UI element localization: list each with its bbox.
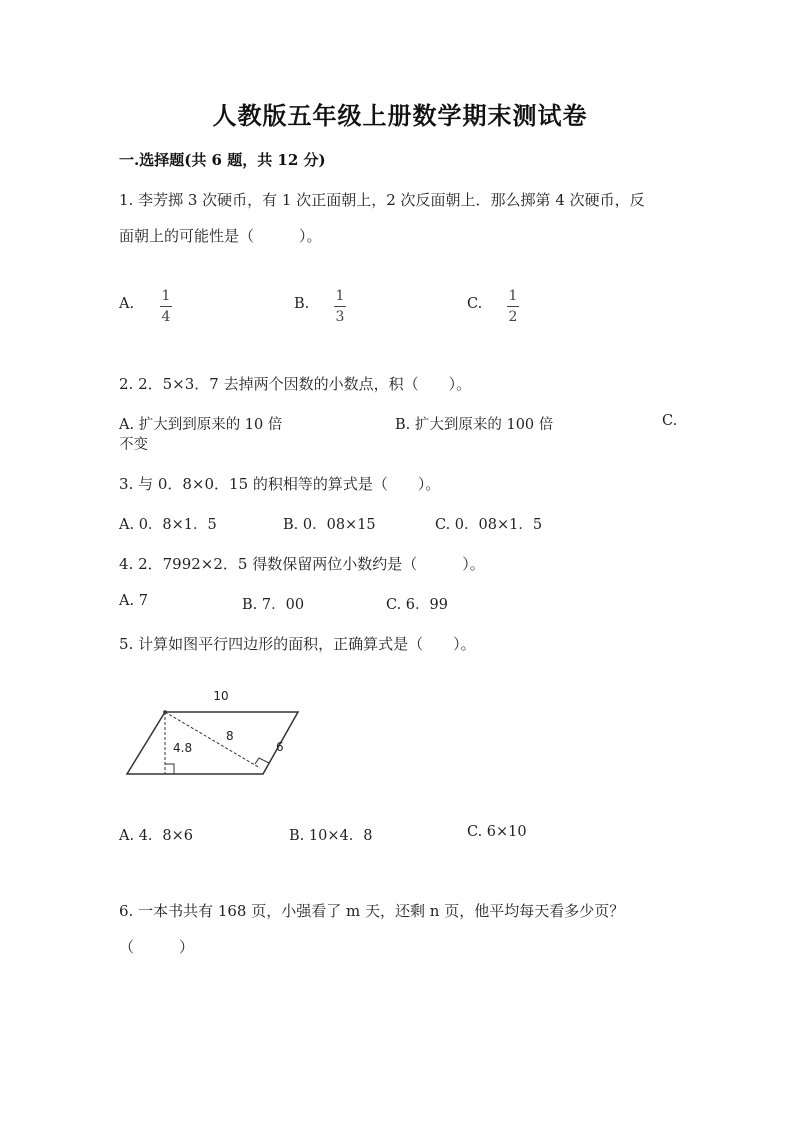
q1-option-a-fraction	[160, 288, 172, 325]
q5-option-a: A. 4．8×6	[119, 828, 194, 844]
fraction-denominator: 4	[161, 309, 171, 325]
q3-option-c: C. 0．08×1．5	[435, 517, 543, 533]
fraction-bar	[160, 306, 172, 307]
right-angle-mark-base	[165, 764, 174, 774]
fraction-bar	[334, 306, 346, 307]
section-heading: 一.选择题(共 6 题，共 12 分)	[119, 151, 326, 169]
vertex-dot	[163, 710, 167, 714]
fraction-denominator: 3	[335, 309, 345, 325]
q2-option-a: A. 扩大到到原来的 10 倍	[119, 417, 283, 433]
right-angle-mark-side	[255, 758, 269, 764]
question-6-text: 6. 一本书共有 168 页，小强看了 m 天，还剩 n 页，他平均每天看多少页？	[119, 902, 625, 920]
page-title: 人教版五年级上册数学期末测试卷	[212, 101, 588, 130]
question-5-text: 5. 计算如图平行四边形的面积，正确算式是（ ）。	[119, 635, 476, 653]
fraction-denominator: 2	[508, 309, 518, 325]
question-1-line-2: 面朝上的可能性是（ ）。	[119, 227, 322, 245]
q4-option-c: C. 6．99	[386, 597, 448, 613]
q1-option-c-fraction	[507, 288, 519, 325]
q1-option-b-label: B.	[294, 296, 310, 312]
q3-option-b: B. 0．08×15	[283, 517, 376, 533]
perpendicular-label: 8	[226, 729, 234, 743]
height-label: 4.8	[173, 741, 193, 755]
q2-option-c-continued: 不变	[119, 437, 148, 453]
q3-option-a: A. 0．8×1．5	[119, 517, 217, 533]
question-2-text: 2. 2．5×3．7 去掉两个因数的小数点，积（ ）。	[119, 375, 472, 393]
fraction-numerator: 1	[335, 288, 345, 304]
question-4-text: 4. 2．7992×2．5 得数保留两位小数约是（ ）。	[119, 555, 485, 573]
question-3-text: 3. 与 0．8×0．15 的积相等的算式是（ ）。	[119, 475, 441, 493]
q5-option-b: B. 10×4．8	[289, 828, 373, 844]
parallelogram-outline	[127, 712, 298, 774]
q1-option-c-label: C.	[467, 296, 483, 312]
top-side-label: 10	[213, 689, 229, 703]
question-1-line-1: 1. 李芳掷 3 次硬币，有 1 次正面朝上，2 次反面朝上．那么掷第 4 次硬币，反	[119, 191, 645, 209]
q4-option-a: A. 7	[119, 593, 148, 609]
q4-option-b: B. 7．00	[242, 597, 305, 613]
side-label: 6	[276, 740, 284, 754]
fraction-numerator: 1	[161, 288, 171, 304]
q1-option-a-label: A.	[119, 296, 135, 312]
q2-option-b: B. 扩大到原来的 100 倍	[395, 417, 554, 433]
q1-option-b-fraction	[334, 288, 346, 325]
q5-option-c: C. 6×10	[467, 824, 527, 840]
answer-blank: （ ）	[119, 938, 195, 956]
parallelogram-figure	[110, 680, 320, 790]
fraction-bar	[507, 306, 519, 307]
q2-option-c: C.	[662, 413, 678, 429]
fraction-numerator: 1	[508, 288, 518, 304]
perpendicular-line	[165, 712, 260, 768]
